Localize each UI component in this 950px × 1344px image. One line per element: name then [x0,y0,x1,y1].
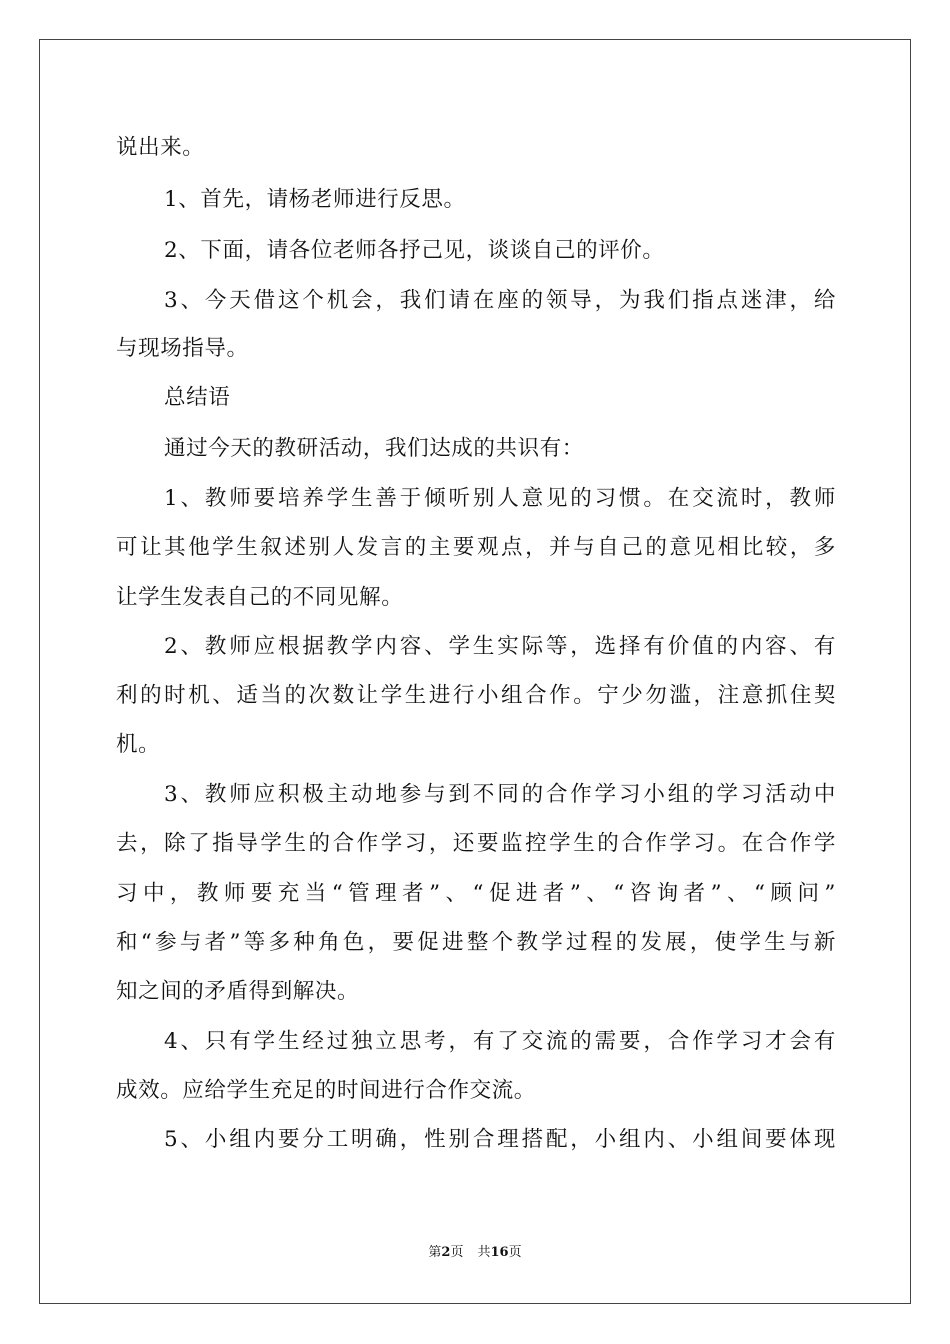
text-line: 可让其他学生叙述别人发言的主要观点，并与自己的意见相比较，多 [116,535,836,560]
text-line: 1、教师要培养学生善于倾听别人意见的习惯。在交流时，教师 [164,486,836,511]
text-line: 机。 [116,732,161,757]
text-line: 利的时机、适当的次数让学生进行小组合作。宁少勿滥，注意抓住契 [116,683,836,708]
page-number-label: 第2页 [428,1245,464,1260]
total-pages-label: 共16页 [477,1245,522,1260]
page-border [39,39,911,1304]
text-line: 与现场指导。 [116,336,249,361]
text-line: 去，除了指导学生的合作学习，还要监控学生的合作学习。在合作学 [116,831,836,856]
text-line: 5、小组内要分工明确，性别合理搭配，小组内、小组间要体现 [164,1127,836,1152]
text-line: 和“参与者”等多种角色，要促进整个教学过程的发展，使学生与新 [116,930,836,955]
text-line: 通过今天的教研活动，我们达成的共识有： [164,436,584,461]
section-heading: 总结语 [164,385,231,410]
text-line: 知之间的矛盾得到解决。 [116,979,360,1004]
total-pages: 16 [490,1245,509,1260]
text-line: 1、首先，请杨老师进行反思。 [164,187,466,212]
page-footer [0,1244,950,1262]
text-line: 说出来。 [116,135,205,160]
text-line: 3、今天借这个机会，我们请在座的领导，为我们指点迷津，给 [164,288,836,313]
text-line: 2、下面，请各位老师各抒己见，谈谈自己的评价。 [164,238,665,263]
text-line: 2、教师应根据教学内容、学生实际等，选择有价值的内容、有 [164,634,836,659]
page-number: 2 [441,1245,451,1260]
text-line: 习中，教师要充当“管理者”、“促进者”、“咨询者”、“顾问” [116,881,836,906]
text-line: 3、教师应积极主动地参与到不同的合作学习小组的学习活动中 [164,782,836,807]
text-line: 成效。应给学生充足的时间进行合作交流。 [116,1078,536,1103]
text-line: 4、只有学生经过独立思考，有了交流的需要，合作学习才会有 [164,1029,836,1054]
text-line: 让学生发表自己的不同见解。 [116,585,404,610]
